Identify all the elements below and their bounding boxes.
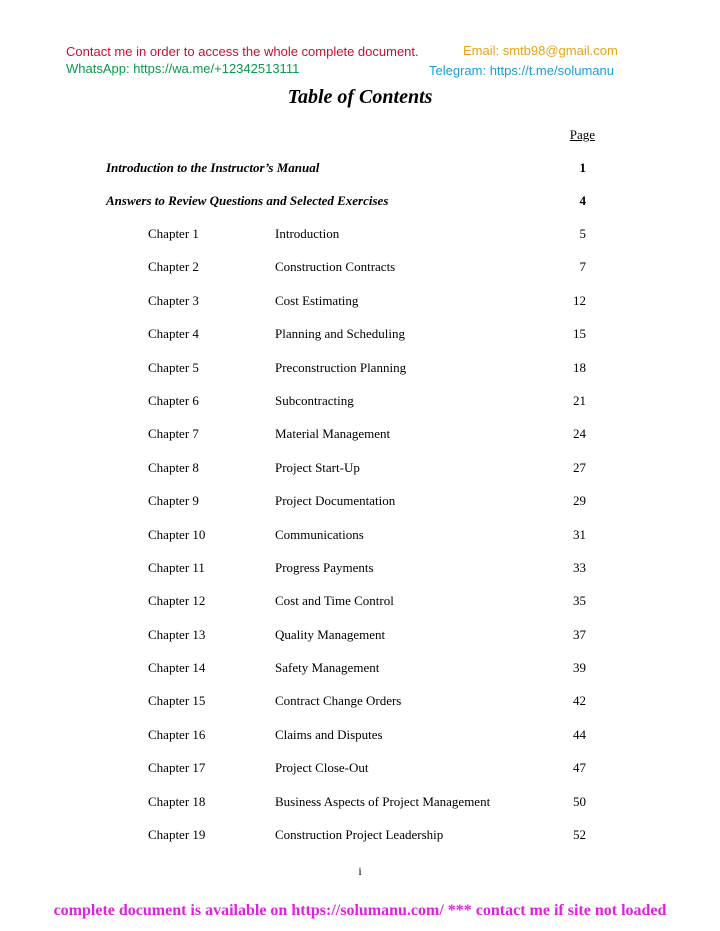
page-column-heading: Page xyxy=(569,127,595,142)
section-label-intro: Introduction to the Instructor’s Manual xyxy=(106,160,320,175)
toc-chapter-title: Material Management xyxy=(275,426,391,442)
toc-chapter-label: Chapter 10 xyxy=(148,526,206,542)
toc-chapter-label: Chapter 6 xyxy=(148,392,199,408)
section-page-intro: 1 xyxy=(579,160,586,175)
toc-page-number: 50 xyxy=(573,793,586,809)
toc-page-number: 5 xyxy=(579,226,586,241)
toc-row xyxy=(0,326,720,359)
toc-chapter-label: Chapter 9 xyxy=(148,493,199,509)
toc-chapter-title: Subcontracting xyxy=(275,392,354,408)
toc-row xyxy=(0,660,720,693)
toc-chapter-label: Chapter 11 xyxy=(148,559,205,575)
section-page-answers: 4 xyxy=(579,193,586,208)
toc-chapter-label: Chapter 17 xyxy=(148,760,206,776)
toc-page-number: 39 xyxy=(573,660,586,676)
toc-chapter-label: Chapter 18 xyxy=(148,793,206,809)
toc-row xyxy=(0,226,720,259)
toc-page-number: 12 xyxy=(573,292,586,308)
toc-page-number: 37 xyxy=(573,626,586,642)
toc-chapter-label: Chapter 13 xyxy=(148,626,206,642)
toc-page-number: 35 xyxy=(573,593,586,609)
toc-chapter-title: Construction Project Leadership xyxy=(275,827,444,843)
toc-chapter-title: Cost and Time Control xyxy=(275,593,394,609)
toc-row xyxy=(0,259,720,292)
contact-line: Contact me in order to access the whole complete document. xyxy=(66,44,419,59)
toc-chapter-label: Chapter 1 xyxy=(148,226,199,241)
whatsapp-link[interactable]: WhatsApp: https://wa.me/+12342513111 xyxy=(66,61,300,76)
toc-chapter-label: Chapter 5 xyxy=(148,359,199,375)
toc-chapter-label: Chapter 14 xyxy=(148,660,206,676)
toc-page-number: 7 xyxy=(579,259,586,275)
toc-row xyxy=(0,593,720,626)
toc-chapter-label: Chapter 8 xyxy=(148,459,199,475)
toc-chapter-title: Project Documentation xyxy=(275,493,396,509)
toc-chapter-title: Quality Management xyxy=(275,626,386,642)
toc-page-number: 44 xyxy=(573,726,586,742)
toc-row xyxy=(0,493,720,526)
toc-row xyxy=(0,827,720,860)
toc-page-number: 27 xyxy=(573,459,586,475)
footer-notice: complete document is available on https://solumanu.com/ *** contact me if site not loaded xyxy=(53,902,667,919)
toc-chapter-title: Project Close-Out xyxy=(275,760,369,776)
toc-row xyxy=(0,794,720,827)
toc-row xyxy=(0,360,720,393)
chapter-list xyxy=(0,226,720,860)
toc-row xyxy=(0,760,720,793)
toc-chapter-label: Chapter 19 xyxy=(148,827,206,843)
page-number: i xyxy=(358,864,362,878)
toc-row xyxy=(0,627,720,660)
toc-chapter-title: Introduction xyxy=(275,226,340,241)
toc-page-number: 18 xyxy=(573,359,586,375)
toc-chapter-title: Safety Management xyxy=(275,660,380,676)
toc-chapter-title: Claims and Disputes xyxy=(275,726,383,742)
toc-row xyxy=(0,527,720,560)
toc-page-number: 52 xyxy=(573,827,586,843)
toc-page-number: 33 xyxy=(573,559,586,575)
toc-row xyxy=(0,426,720,459)
toc-row xyxy=(0,727,720,760)
toc-chapter-title: Contract Change Orders xyxy=(275,693,402,709)
toc-page-number: 15 xyxy=(573,326,586,342)
toc-page-number: 31 xyxy=(573,526,586,542)
toc-row xyxy=(0,693,720,726)
page-title: Table of Contents xyxy=(287,86,433,108)
toc-chapter-title: Business Aspects of Project Management xyxy=(275,793,491,809)
toc-chapter-title: Communications xyxy=(275,526,364,542)
toc-row xyxy=(0,293,720,326)
toc-chapter-title: Project Start-Up xyxy=(275,459,360,475)
toc-row xyxy=(0,560,720,593)
toc-chapter-title: Preconstruction Planning xyxy=(275,359,407,375)
toc-page-number: 42 xyxy=(573,693,586,709)
toc-page-number: 24 xyxy=(573,426,586,442)
toc-row xyxy=(0,460,720,493)
toc-chapter-label: Chapter 4 xyxy=(148,326,199,342)
toc-page-number: 29 xyxy=(573,493,586,509)
toc-chapter-label: Chapter 12 xyxy=(148,593,206,609)
toc-page-number: 21 xyxy=(573,392,586,408)
toc-page-number: 47 xyxy=(573,760,586,776)
telegram-link[interactable]: Telegram: https://t.me/solumanu xyxy=(429,63,614,78)
toc-chapter-label: Chapter 16 xyxy=(148,726,206,742)
email-link[interactable]: Email: smtb98@gmail.com xyxy=(463,43,618,58)
toc-chapter-title: Planning and Scheduling xyxy=(275,326,405,342)
toc-chapter-label: Chapter 15 xyxy=(148,693,206,709)
toc-chapter-label: Chapter 3 xyxy=(148,292,199,308)
toc-chapter-title: Progress Payments xyxy=(275,559,374,575)
toc-chapter-title: Cost Estimating xyxy=(275,292,359,308)
toc-row xyxy=(0,393,720,426)
section-label-answers: Answers to Review Questions and Selected Exercises xyxy=(106,193,389,208)
toc-chapter-label: Chapter 2 xyxy=(148,259,199,275)
toc-chapter-title: Construction Contracts xyxy=(275,259,396,275)
toc-chapter-label: Chapter 7 xyxy=(148,426,199,442)
